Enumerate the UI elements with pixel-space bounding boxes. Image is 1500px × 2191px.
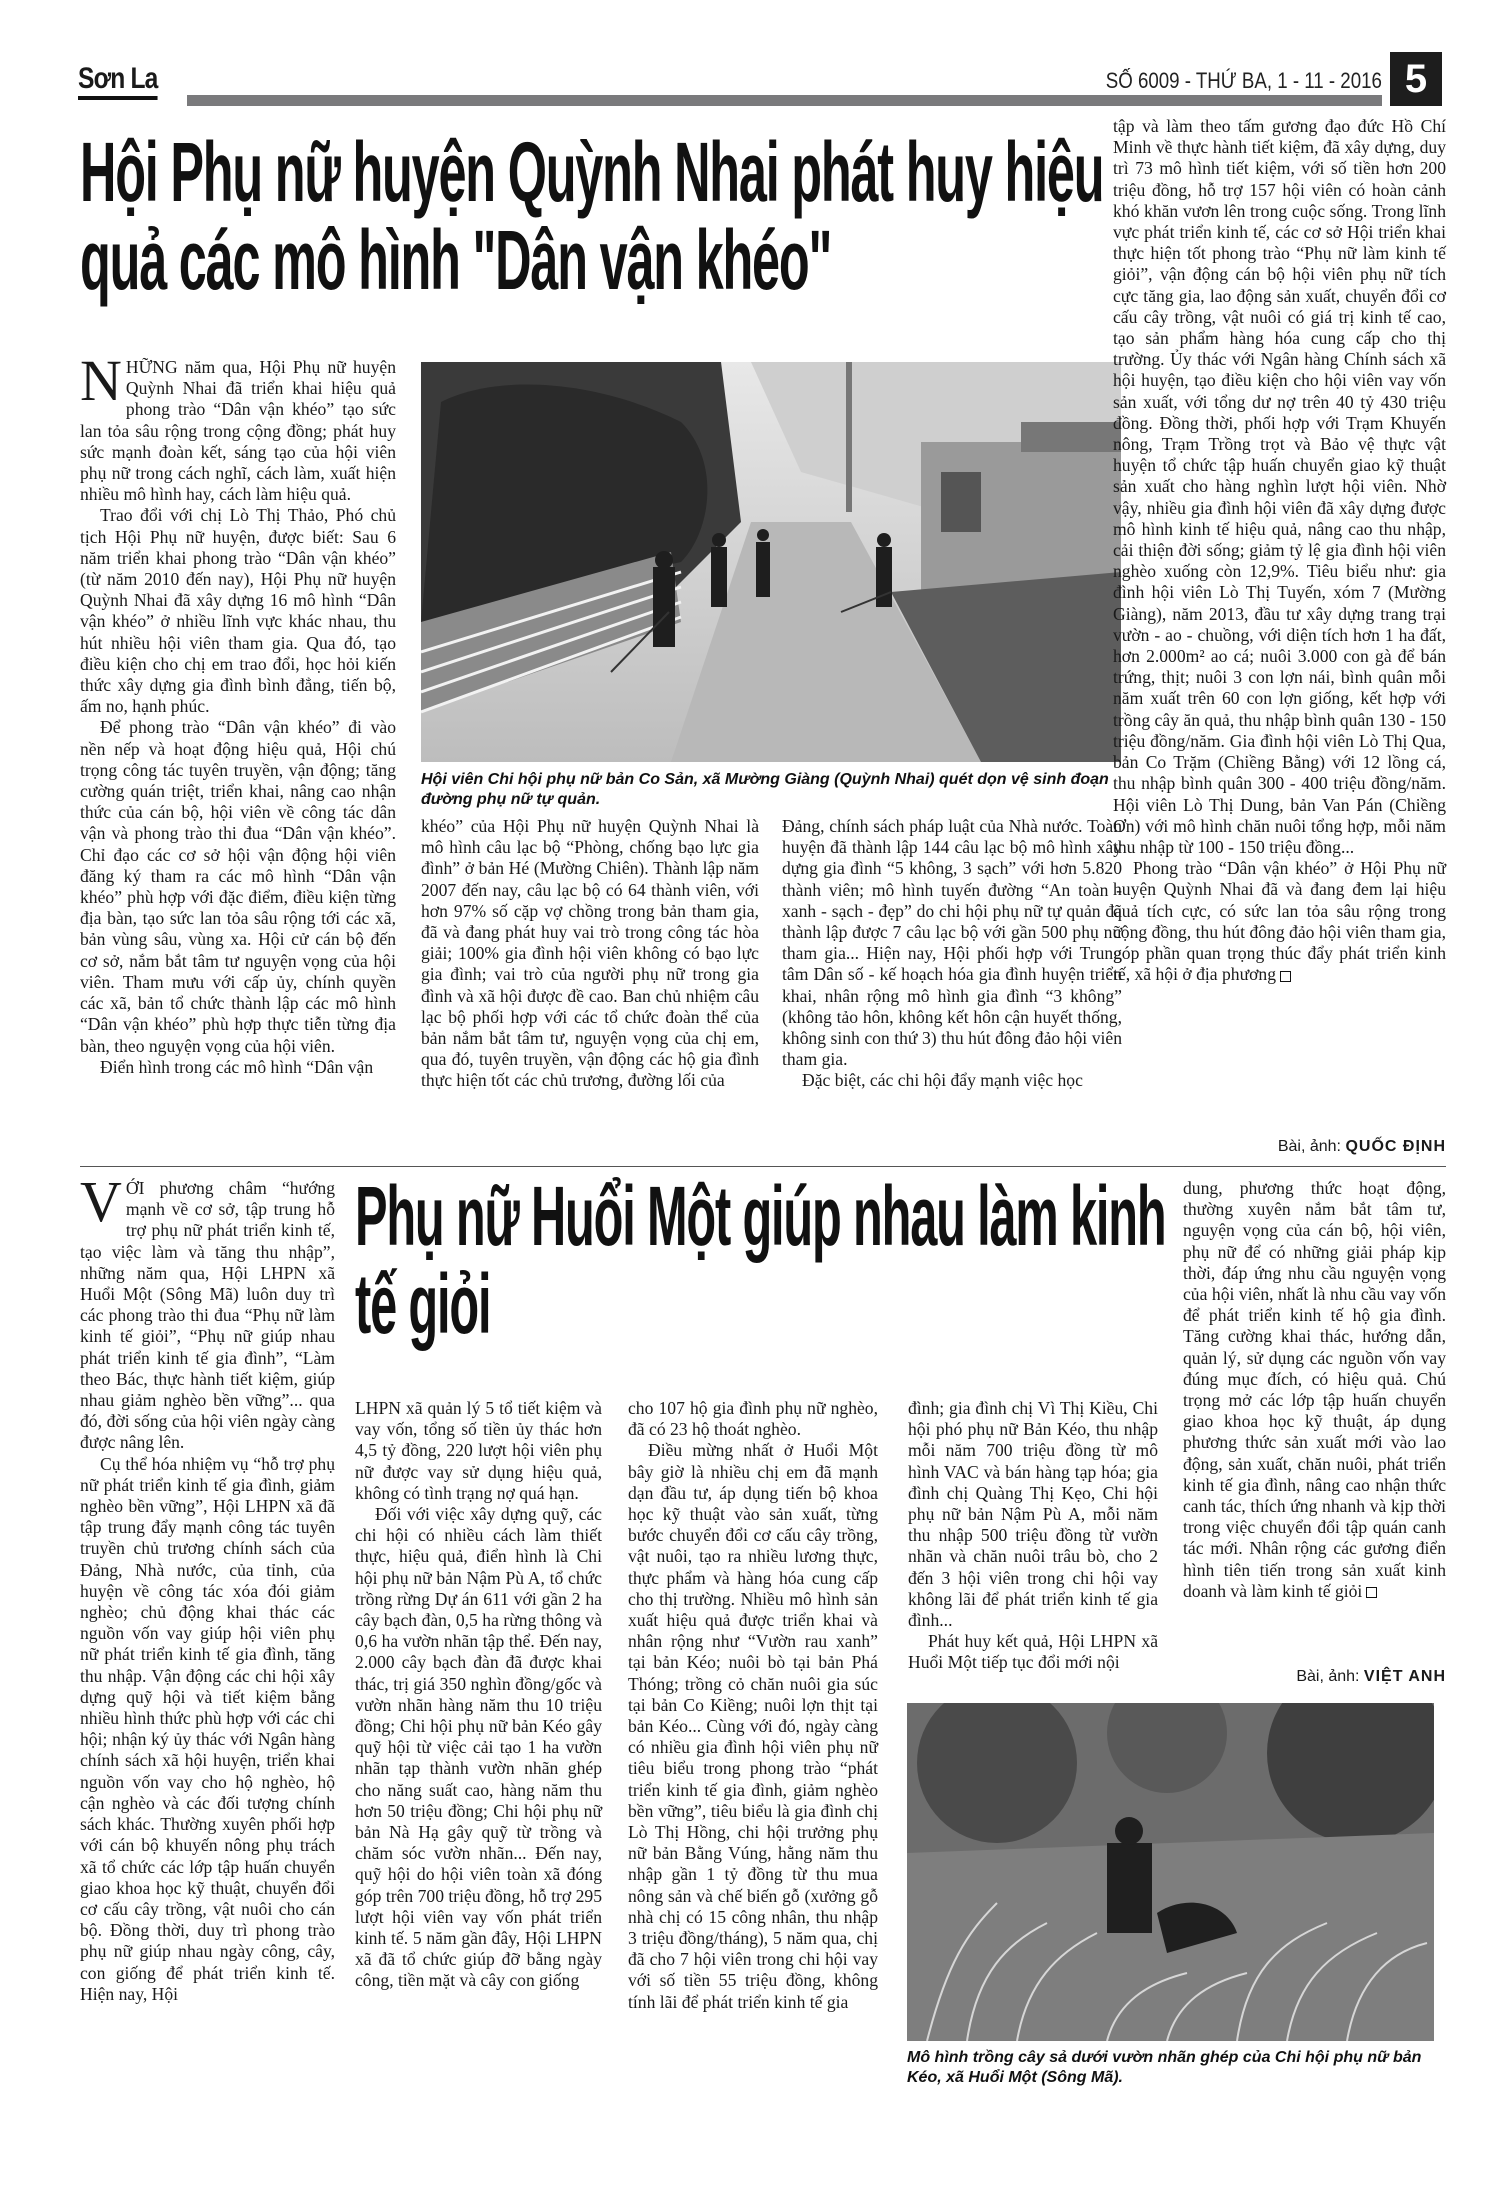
paragraph: Đối với việc xây dựng quỹ, các chi hội có nhiều cách làm thiết thực, hiệu quả, điển hình là Chi hội phụ nữ bản Nậm Pù A, tổ chức trồng rừng Dự án 611 với gần 2 ha cây bạch đàn, 0,5 ha rừng thông và 0,6 ha vườn nhãn tập thể. Đến nay, 2.000 cây bạch đàn đã được khai thác, trị giá 350 nghìn đồng/gốc và vườn nhãn hàng năm thu 10 triệu đồng; Chi hội phụ nữ bản Kéo gây quỹ hội từ việc cải tạo 1 ha vườn nhãn tạp thành vườn nhãn ghép cho năng suất cao, hàng năm thu hơn 50 triệu đồng; Chi hội phụ nữ bản Nà Hạ gây quỹ từ trồng và chăm sóc vườn nhãn... Đến nay, quỹ hội do hội viên toàn xã đóng góp trên 700 triệu đồng, hỗ trợ 295 lượt hội viên vay vốn phát triển kinh tế. 5 năm gần đây, Hội LHPN xã đã tổ chức giúp đỡ bằng ngày công, tiền mặt và cây con giống: [355, 1504, 602, 1991]
paragraph: HỮNG năm qua, Hội Phụ nữ huyện Quỳnh Nhai đã triển khai hiệu quả phong trào “Dân vận khéo” tạo sức lan tỏa sâu rộng trong cộng đồng; phát huy sức mạnh đoàn kết, sáng tạo của hội viên phụ nữ trong cách nghĩ, cách làm, xuất hiện nhiều mô hình hay, cách làm hiệu quả.: [80, 357, 396, 505]
article2-col1: [80, 1169, 335, 2005]
header-rule: [187, 95, 1382, 106]
article1-photo: [421, 362, 1121, 762]
article2-photo: [907, 1703, 1434, 2041]
paragraph: LHPN xã quản lý 5 tổ tiết kiệm và vay vốn, tổng số tiền ủy thác hơn 4,5 tỷ đồng, 220 lượt hội viên phụ nữ được vay sử dụng hiệu quả, không có tình trạng nợ quá hạn.: [355, 1398, 602, 1503]
photo-village-road: [421, 362, 1121, 762]
article1-col1: [80, 348, 396, 1078]
section-brand: Sơn La: [78, 62, 158, 100]
paragraph: Phát huy kết quả, Hội LHPN xã Huổi Một tiếp tục đổi mới nội: [908, 1631, 1158, 1673]
author-name: QUỐC ĐỊNH: [1345, 1138, 1446, 1155]
end-mark-icon: [1366, 1587, 1377, 1598]
paragraph: Điều mừng nhất ở Huổi Một bây giờ là nhiều chị em đã mạnh dạn đầu tư, áp dụng tiến bộ khoa học kỹ thuật vào sản xuất, từng bước chuyển đổi cơ cấu cây trồng, vật nuôi, tạo ra nhiều lương thực, thực phẩm và hàng hóa cung cấp cho thị trường. Nhiều mô hình sản xuất hiệu quả được triển khai và nhân rộng như “Vườn rau xanh” tại bản Kéo; nuôi bò tại bản Phá Thóng; trồng cỏ chăn nuôi gia súc tại bản Co Kiềng; nuôi lợn thịt tại bản Kéo... Cùng với đó, ngày càng có nhiều gia đình hội viên phụ nữ tiêu biểu trong phong trào “phát triển kinh tế gia đình, giảm nghèo bền vững”, tiêu biểu là gia đình chị Lò Thị Hồng, chi hội trưởng phụ nữ bản Bằng Vúng, hằng năm thu nhập gần 1 tỷ đồng từ thu mua nông sản và chế biến gỗ (xưởng gỗ nhà chị có 15 công nhân, thu nhập 3 triệu đồng/tháng), 5 năm qua, chị đã cho 7 hội viên trong chi hội vay với số tiền 55 triệu đồng, không tính lãi để phát triển kinh tế gia: [628, 1440, 878, 2012]
end-mark-icon: [1280, 971, 1291, 982]
article-separator: [80, 1166, 1446, 1167]
article1-photo-caption: Hội viên Chi hội phụ nữ bản Co Sản, xã Mường Giàng (Quỳnh Nhai) quét dọn vệ sinh đoạn đường phụ nữ tự quản.: [421, 771, 1109, 808]
article2-headline: Phụ nữ Huổi Một giúp nhau làm kinh tế giỏi: [355, 1169, 1166, 1352]
page-number: 5: [1390, 52, 1442, 106]
article2-byline: Bài, ảnh: VIỆT ANH: [1296, 1668, 1446, 1685]
article1-byline: Bài, ảnh: QUỐC ĐỊNH: [1277, 1138, 1446, 1155]
article2-col4: [908, 1398, 1158, 1674]
paragraph: Đặc biệt, các chi hội đẩy mạnh việc học: [802, 1070, 1083, 1091]
paragraph: Để phong trào “Dân vận khéo” đi vào nền nếp và hoạt động hiệu quả, Hội chú trọng công tác tuyên truyền, vận động; tăng cường quán triệt, triển khai, nâng cao nhận thức của cán bộ, hội viên về công tác dân vận và phong trào thi đua “Dân vận khéo”. Chỉ đạo các cơ sở hội vận động hội viên đăng ký tham ra các mô hình “Dân vận khéo” phù hợp với đặc điểm, điều kiện từng địa bàn, tạo sức lan tỏa sâu rộng tới các xã, bản vùng sâu, vùng xa. Hội cử cán bộ đến cơ sở, nắm bắt tâm tư nguyện vọng của hội viên. Tham mưu với cấp ủy, chính quyền các xã, bản tổ chức thành lập các mô hình “Dân vận khéo” phù hợp thực tiễn từng địa bàn, theo nguyện vọng của hội viên.: [80, 717, 396, 1056]
paragraph: dung, phương thức hoạt động, thường xuyên nắm bắt tâm tư, nguyện vọng của cán bộ, hội viên, phụ nữ để có những giải pháp kịp thời, đáp ứng nhu cầu nguyện vọng của hội viên, nhất là nhu cầu vay vốn để phát triển kinh tế hộ gia đình. Tăng cường khai thác, hướng dẫn, quản lý, sử dụng các nguồn vốn vay đúng mục đích, có hiệu quả. Chú trọng mở các lớp tập huấn chuyển giao khoa học kỹ thuật, áp dụng phương thức sản xuất mới vào lao động, sản xuất, chăn nuôi, phát triển kinh tế gia đình, nâng cao nhận thức canh tác, thích ứng nhanh và kịp thời trong việc chuyển đổi tập quán canh tác mới. Nhân rộng các gương điển hình tiên tiến trong sản xuất kinh doanh và làm kinh tế giỏi: [1183, 1178, 1446, 1601]
paragraph: cho 107 hộ gia đình phụ nữ nghèo, đã có 23 hộ thoát nghèo.: [628, 1398, 878, 1440]
paragraph: Đảng, chính sách pháp luật của Nhà nước. Toàn huyện đã thành lập 144 câu lạc bộ mô hình xây dựng gia đình “5 không, 3 sạch” với hơn 5.820 thành viên; mô hình tuyến đường “An toàn - xanh - sạch - đẹp” do chi hội phụ nữ tự quản đã thành lập được 7 câu lạc bộ với gần 500 phụ nữ tham gia... Hiện nay, Hội phối hợp với Trung tâm Dân số - kế hoạch hóa gia đình huyện triển khai, nhân rộng mô hình gia đình “3 không” (không tảo hôn, không kết hôn cận huyết thống, không sinh con thứ 3) thu hút đông đảo hội viên tham gia.: [782, 816, 1122, 1070]
article2-col2: [355, 1398, 602, 1992]
paragraph: ỚI phương châm “hướng mạnh về cơ sở, tập trung hỗ trợ phụ nữ phát triển kinh tế, tạo việc làm và tăng thu nhập”, những năm qua, Hội LHPN xã Huổi Một (Sông Mã) luôn duy trì các phong trào thi đua “Phụ nữ làm kinh tế giỏi”, “Phụ nữ giúp nhau phát triển kinh tế gia đình”, “Làm theo Bác, thực hành tiết kiệm, giúp nhau giảm nghèo bền vững”... qua đó, đời sống của hội viên ngày càng được nâng lên.: [80, 1178, 335, 1453]
paragraph: khéo” của Hội Phụ nữ huyện Quỳnh Nhai là mô hình câu lạc bộ “Phòng, chống bạo lực gia đình” ở bản Hé (Mường Chiên). Thành lập năm 2007 đến nay, câu lạc bộ có 64 thành viên, với hơn 97% số cặp vợ chồng trong bản tham gia, đã và đang phát huy vai trò trong công tác hòa giải; 100% gia đình hội viên không có bạo lực gia đình; vai trò của người phụ nữ trong gia đình và xã hội được đề cao. Ban chủ nhiệm câu lạc bộ phối hợp với các tổ chức đoàn thể của bản nắm bắt tâm tư, nguyện vọng của chị em, qua đó, tuyên truyền, vận động các hộ gia đình thực hiện tốt các chủ trương, đường lối của: [421, 816, 759, 1091]
dropcap: N: [80, 348, 122, 413]
article1-headline: Hội Phụ nữ huyện Quỳnh Nhai phát huy hiệu quả các mô hình "Dân vận khéo": [80, 125, 1104, 308]
article1-col2: [421, 816, 759, 1092]
dropcap: V: [80, 1169, 122, 1234]
paragraph: Phong trào “Dân vận khéo” ở Hội Phụ nữ huyện Quỳnh Nhai đã và đang đem lại hiệu quả tích cực, có sức lan tỏa sâu rộng trong cộng đồng, thu hút đông đảo hội viên tham gia, góp phần quan trọng thúc đẩy phát triển kinh tế, xã hội ở địa phương: [1113, 858, 1446, 985]
article2-col5: [1183, 1178, 1446, 1602]
article2-col3: [628, 1398, 878, 2013]
article1-col3: [782, 816, 1122, 1092]
paragraph: Điển hình trong các mô hình “Dân vận: [100, 1056, 374, 1077]
article2-photo-caption: Mô hình trồng cây sả dưới vườn nhãn ghép của Chi hội phụ nữ bản Kéo, xã Huổi Một (Sông Mã).: [907, 2049, 1422, 2086]
photo-lemongrass-garden: [907, 1703, 1434, 2041]
issue-date: SỐ 6009 - THỨ BA, 1 - 11 - 2016: [1105, 68, 1382, 93]
paragraph: đình; gia đình chị Vì Thị Kiều, Chi hội phó phụ nữ Bản Kéo, thu nhập mỗi năm 700 triệu đồng từ mô hình VAC và bán hàng tạp hóa; gia đình chị Quàng Thị Kẹo, Chi hội phụ nữ bản Nậm Pù A, mỗi năm thu nhập 500 triệu đồng từ vườn nhãn và chăn nuôi trâu bò, cho 2 đến 3 hội viên trong chi hội vay không lãi để phát triển kinh tế gia đình...: [908, 1398, 1158, 1631]
paragraph: Trao đổi với chị Lò Thị Thảo, Phó chủ tịch Hội Phụ nữ huyện, được biết: Sau 6 năm triển khai phong trào “Dân vận khéo” (từ năm 2010 đến nay), Hội Phụ nữ huyện Quỳnh Nhai đã xây dựng 16 mô hình “Dân vận khéo” ở nhiều lĩnh vực khác nhau, thu hút nhiều hội viên tham gia. Qua đó, tạo điều kiện cho chị em trao đổi, học hỏi kiến thức xây dựng gia đình bình đẳng, tiến bộ, ấm no, hạnh phúc.: [80, 505, 396, 717]
article1-col4: [1113, 116, 1446, 985]
paragraph: Cụ thể hóa nhiệm vụ “hỗ trợ phụ nữ phát triển kinh tế gia đình, giảm nghèo bền vững”, Hội LHPN xã đã tập trung đẩy mạnh công tác tuyên truyền chủ trương chính sách của Đảng, Nhà nước, của tỉnh, của huyện về công tác xóa đói giảm nghèo; chủ động khai thác các nguồn vốn vay giúp hội viên phụ nữ phát triển kinh tế gia đình, tăng thu nhập. Vận động các chi hội xây dựng quỹ hội và tiết kiệm bằng nhiều hình thức phù hợp với các chi hội; nhận ký ủy thác với Ngân hàng chính sách xã hội huyện, triển khai nguồn vốn vay cho hộ nghèo, hộ cận nghèo và các đối tượng chính sách khác. Thường xuyên phối hợp với cán bộ khuyến nông phụ trách xã tổ chức các lớp tập huấn chuyển giao khoa học kỹ thuật, chuyển đổi cơ cấu cây trồng, vật nuôi cho cán bộ. Đồng thời, duy trì phong trào phụ nữ giúp nhau ngày công, cây, con giống để phát triển kinh tế. Hiện nay, Hội: [80, 1453, 335, 2004]
author-name: VIỆT ANH: [1363, 1668, 1446, 1685]
paragraph: tập và làm theo tấm gương đạo đức Hồ Chí Minh về thực hành tiết kiệm, đã xây dựng, duy trì 73 mô hình tiết kiệm, với số tiền hơn 200 triệu đồng, hỗ trợ 157 hội viên có hoàn cảnh khó khăn vươn lên trong cuộc sống. Trong lĩnh vực phát triển kinh tế, các cơ sở Hội triển khai thực hiện tốt phong trào “Phụ nữ làm kinh tế giỏi”, vận động cán bộ hội viên phụ nữ tích cực tăng gia, lao động sản xuất, chuyển đổi cơ cấu cây trồng, vật nuôi có giá trị kinh tế cao, tạo sản phẩm hàng hóa cung cấp cho thị trường. Ủy thác với Ngân hàng Chính sách xã hội huyện, tạo điều kiện cho hội viên vay vốn sản xuất, với tổng dư nợ trên 40 tỷ 430 triệu đồng. Đồng thời, phối hợp với Trạm Khuyến nông, Trạm Trồng trọt và Bảo vệ thực vật huyện tổ chức tập huấn chuyển giao kỹ thuật sản xuất cho hàng nghìn lượt hội viên. Nhờ vậy, nhiều gia đình hội viên đã xây dựng được mô hình kinh tế hiệu quả, nâng cao thu nhập, cải thiện đời sống; giảm tỷ lệ gia đình hội viên nghèo xuống còn 12,9%. Tiêu biểu như: gia đình hội viên Lò Thị Tuyến, xóm 7 (Mường Giàng), năm 2013, đầu tư xây dựng trang trại vườn - ao - chuồng, với diện tích hơn 1 ha đất, hơn 2.000m² ao cá; nuôi 3.000 con gà để bán trứng, thịt; nuôi 3 con lợn nái, bình quân mỗi năm xuất trên 60 con lợn giống, kết hợp với trồng cây ăn quả, thu nhập bình quân 130 - 150 triệu đồng/năm. Gia đình hội viên Lò Thị Qua, bản Co Trặm (Chiềng Bằng) với 12 lồng cá, thu nhập bình quân 300 - 400 triệu đồng/năm. Hội viên Lò Thị Dung, bản Van Pán (Chiềng Ơn) với mô hình chăn nuôi tổng hợp, mỗi năm thu nhập từ 100 - 150 triệu đồng...: [1113, 116, 1446, 857]
